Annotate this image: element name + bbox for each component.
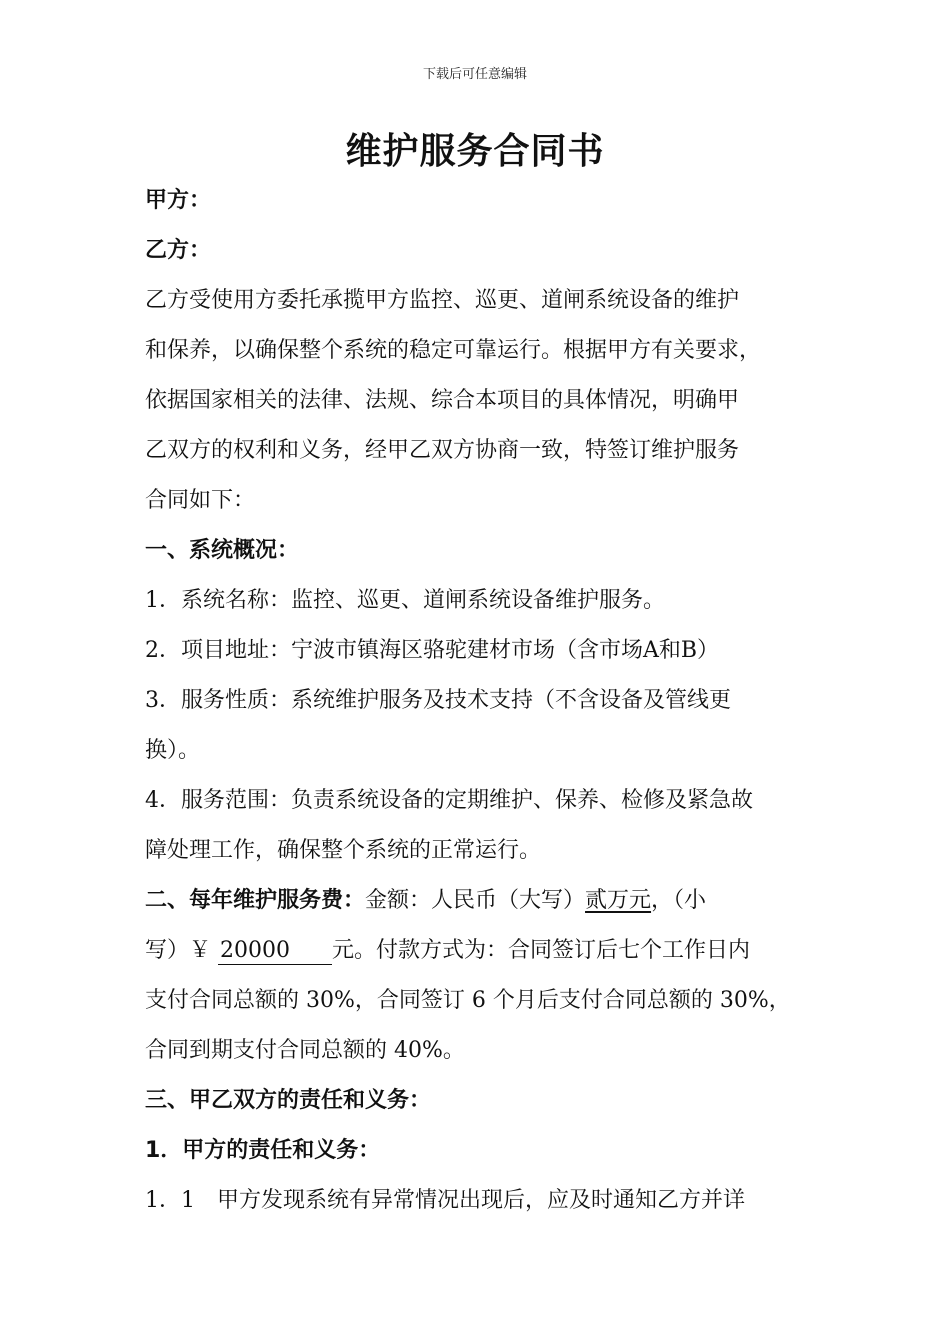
- document-body: [145, 176, 825, 1226]
- intro-line: 和保养，以确保整个系统的稳定可靠运行。根据甲方有关要求，: [145, 338, 762, 363]
- section1-line: 障处理工作，确保整个系统的正常运行。: [145, 838, 542, 863]
- section3-item-1-1: 1．1 甲方发现系统有异常情况出现后，应及时通知乙方并详: [145, 1188, 745, 1213]
- section2-line-2: [145, 926, 825, 976]
- amount-small-prefix: 写）￥: [145, 938, 218, 963]
- amount-suffix: ，（小: [651, 888, 707, 913]
- document-title: 维护服务合同书: [345, 131, 605, 172]
- amount-words: 贰万元: [585, 888, 652, 913]
- section2-line-3: 支付合同总额的 30%，合同签订 6 个月后支付合同总额的 30%，: [145, 988, 791, 1013]
- section3-subheading: 1．甲方的责任和义务：: [145, 1138, 381, 1163]
- section1-heading: 一、系统概况：: [145, 538, 300, 563]
- intro-line: 依据国家相关的法律、法规、综合本项目的具体情况，明确甲: [145, 388, 740, 413]
- intro-line: 乙方受使用方委托承揽甲方监控、巡更、道闸系统设备的维护: [145, 288, 740, 313]
- amount-number: 20000: [218, 938, 332, 965]
- intro-line: 合同如下：: [145, 488, 256, 513]
- section1-line: 换）。: [145, 738, 201, 763]
- section1-line: 3．服务性质：系统维护服务及技术支持（不含设备及管线更: [145, 688, 731, 713]
- section1-line: 4．服务范围：负责系统设备的定期维护、保养、检修及紧急故: [145, 788, 753, 813]
- party-a-label: 甲方：: [145, 188, 212, 213]
- header-note: 下载后可任意编辑: [422, 67, 527, 82]
- section2-heading: 二、每年维护服务费：: [145, 888, 366, 913]
- intro-line: 乙双方的权利和义务，经甲乙双方协商一致，特签订维护服务: [145, 438, 740, 463]
- section3-heading: 三、甲乙双方的责任和义务：: [145, 1088, 432, 1113]
- payment-terms: 元。付款方式为：合同签订后七个工作日内: [332, 938, 751, 963]
- section1-line: 2．项目地址：宁波市镇海区骆驼建材市场（含市场A和B）: [145, 638, 720, 663]
- amount-prefix: 金额：人民币（大写）: [365, 888, 586, 913]
- section2-line-1: [145, 876, 825, 926]
- party-b-label: 乙方：: [145, 238, 212, 263]
- section1-line: 1．系统名称：监控、巡更、道闸系统设备维护服务。: [145, 588, 665, 613]
- section2-line-4: 合同到期支付合同总额的 40%。: [145, 1038, 465, 1063]
